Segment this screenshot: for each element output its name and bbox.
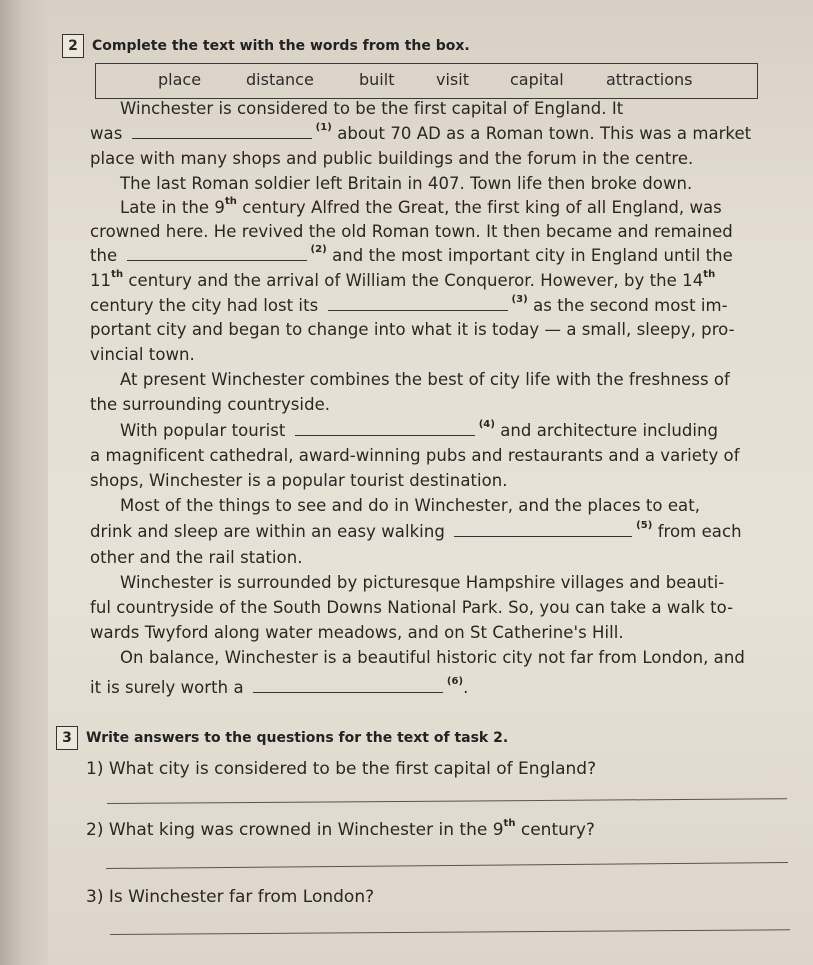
text-line: At present Winchester combines the best of city life with the freshness of <box>120 370 730 389</box>
answer-line-1[interactable] <box>107 798 787 804</box>
text-fragment: With popular tourist <box>120 421 286 440</box>
text-fragment: was <box>90 124 123 143</box>
gap-4-blank[interactable] <box>295 434 475 436</box>
word-item: capital <box>510 70 564 89</box>
gap-number: (2) <box>310 244 327 255</box>
task-2-header <box>62 34 470 58</box>
text-fragment: 11 <box>90 271 112 290</box>
gap-number: (3) <box>511 294 528 305</box>
text-fragment: Late in the 9 <box>120 198 225 217</box>
text-line <box>90 246 733 265</box>
book-spine <box>0 0 48 965</box>
task-number: 2 <box>62 34 84 58</box>
text-fragment: drink and sleep are within an easy walking <box>90 522 445 541</box>
task-3-header <box>56 726 508 750</box>
question-2 <box>86 820 595 840</box>
task-title: Complete the text with the words from the box. <box>92 38 470 54</box>
superscript: th <box>111 269 124 280</box>
gap-5-blank[interactable] <box>454 535 632 537</box>
text-line: crowned here. He revived the old Roman town. It then became and remained <box>90 222 733 241</box>
task-number: 3 <box>56 726 78 750</box>
text-line: Winchester is surrounded by picturesque Hampshire villages and beauti- <box>120 573 725 592</box>
gap-2-blank[interactable] <box>127 259 307 261</box>
text-line <box>120 421 718 440</box>
superscript: th <box>503 818 516 829</box>
text-line <box>90 678 468 697</box>
text-fragment: and architecture including <box>500 421 719 440</box>
gap-number: (6) <box>446 676 464 687</box>
task-title: Write answers to the questions for the text of task 2. <box>86 730 509 746</box>
text-line: portant city and began to change into what it is today — a small, sleepy, pro- <box>90 320 735 339</box>
text-fragment: century? <box>520 820 595 840</box>
text-line: On balance, Winchester is a beautiful historic city not far from London, and <box>120 648 745 667</box>
text-line: ful countryside of the South Downs National Park. So, you can take a walk to- <box>90 598 734 617</box>
word-item: place <box>158 70 202 89</box>
text-line: wards Twyford along water meadows, and on St Catherine's Hill. <box>90 623 624 642</box>
gap-number: (4) <box>478 419 495 430</box>
question-3: 3) Is Winchester far from London? <box>86 887 375 907</box>
text-line: shops, Winchester is a popular tourist destination. <box>90 471 508 490</box>
text-fragment: . <box>463 678 469 697</box>
text-fragment: century and the arrival of William the Conqueror. However, by the 14 <box>128 271 704 290</box>
text-fragment: and the most important city in England until the <box>332 246 733 265</box>
text-line <box>90 271 715 290</box>
text-line: Winchester is considered to be the first capital of England. It <box>120 99 624 118</box>
gap-1-blank[interactable] <box>132 137 312 139</box>
text-line: Most of the things to see and do in Winchester, and the places to eat, <box>120 496 701 515</box>
question-1: 1) What city is considered to be the first capital of England? <box>86 759 597 779</box>
gap-number: (5) <box>636 520 653 531</box>
word-box <box>95 63 758 99</box>
word-item: visit <box>436 70 469 89</box>
answer-line-2[interactable] <box>106 862 788 869</box>
text-line: a magnificent cathedral, award-winning pubs and restaurants and a variety of <box>90 446 740 465</box>
word-item: built <box>359 70 395 89</box>
superscript: th <box>703 269 716 280</box>
gap-3-blank[interactable] <box>328 309 508 311</box>
text-fragment: century the city had lost its <box>90 296 319 315</box>
superscript: th <box>224 196 237 207</box>
text-line: The last Roman soldier left Britain in 407. Town life then broke down. <box>120 174 693 193</box>
text-line: other and the rail station. <box>90 548 303 567</box>
text-line: place with many shops and public buildings and the forum in the centre. <box>90 149 694 168</box>
text-line: the surrounding countryside. <box>90 395 331 414</box>
text-fragment: from each <box>657 522 742 541</box>
text-line <box>120 198 722 217</box>
text-fragment: the <box>90 246 118 265</box>
text-fragment: it is surely worth a <box>90 678 244 697</box>
gap-number: (1) <box>315 122 332 133</box>
text-fragment: century Alfred the Great, the first king of all England, was <box>242 198 722 217</box>
text-line: vincial town. <box>90 345 195 364</box>
text-line <box>90 522 742 541</box>
text-fragment: as the second most im- <box>533 296 728 315</box>
text-fragment: about 70 AD as a Roman town. This was a market <box>337 124 752 143</box>
text-line <box>90 296 728 315</box>
gap-6-blank[interactable] <box>253 691 443 693</box>
word-item: attractions <box>606 70 693 89</box>
word-item: distance <box>246 70 314 89</box>
text-line <box>90 124 751 143</box>
text-fragment: 2) What king was crowned in Winchester in the 9 <box>86 820 504 840</box>
answer-line-3[interactable] <box>110 929 790 935</box>
